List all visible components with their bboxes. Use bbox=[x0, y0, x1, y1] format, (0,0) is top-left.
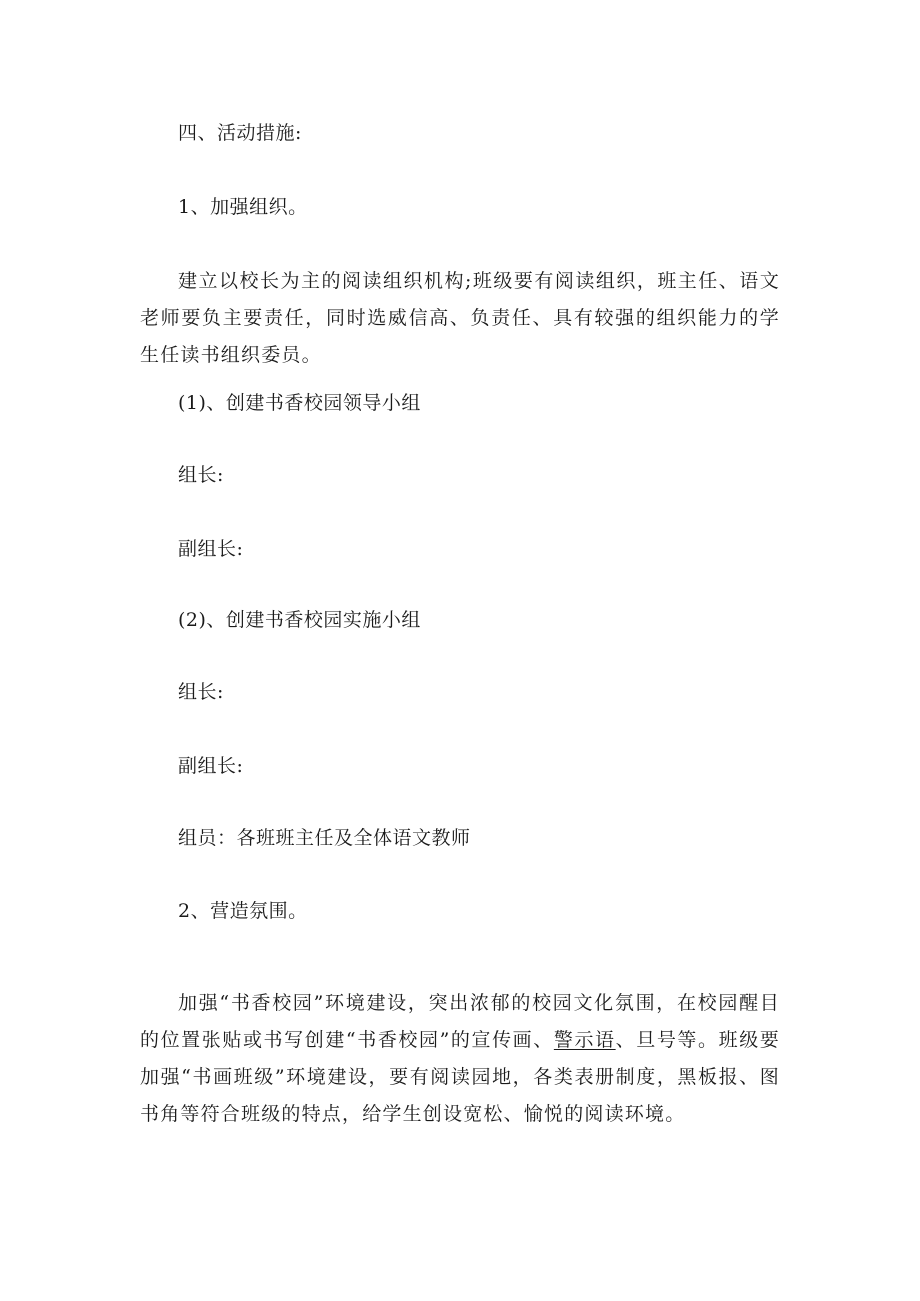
group1-title: (1)、创建书香校园领导小组 bbox=[178, 392, 421, 414]
group1-leader-label: 组长: bbox=[178, 464, 224, 486]
group2-title: (2)、创建书香校园实施小组 bbox=[178, 609, 421, 631]
group1-deputy-label: 副组长: bbox=[178, 538, 244, 560]
item2-paragraph-part1: 加强“书香校园”环境建设，突出浓郁的校园文化氛围，在校园醒目的位置张贴或书写创建“书香校园”的宣传画、 bbox=[140, 992, 780, 1051]
group2-leader-label: 组长: bbox=[178, 681, 224, 703]
item1-paragraph: 建立以校长为主的阅读组织机构;班级要有阅读组织，班主任、语文老师要负主要责任，同时选威信高、负责任、具有较强的组织能力的学生任读书组织委员。 bbox=[140, 270, 780, 366]
item2-paragraph bbox=[140, 985, 780, 1133]
group2-members: 组员：各班班主任及全体语文教师 bbox=[178, 827, 471, 849]
section-heading: 四、活动措施: bbox=[178, 122, 302, 144]
group2-deputy-label: 副组长: bbox=[178, 755, 244, 777]
item2-paragraph-part2: 、旦号等。班级要加强“书画班级”环境建设，要有阅读园地，各类表册制度，黑板报、图书角等符合班级的特点，给学生创设宽松、愉悦的阅读环境。 bbox=[140, 1029, 780, 1125]
item2-heading: 2、营造氛围。 bbox=[178, 900, 308, 922]
item1-heading: 1、加强组织。 bbox=[178, 196, 308, 218]
item2-paragraph-underlined: 警示语 bbox=[553, 1029, 616, 1051]
